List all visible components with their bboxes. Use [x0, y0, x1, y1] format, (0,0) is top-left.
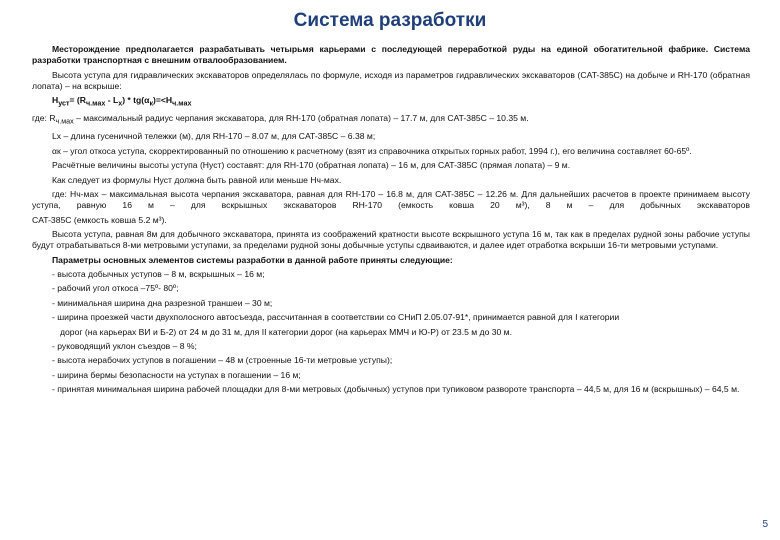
paragraph-formula-note: Как следует из формулы Нуст должна быть равной или меньше Нч-мах. [52, 174, 342, 185]
document-body [32, 44, 750, 398]
paragraph-slope-angle: αк – угол откоса уступа, скорректированный по отношению к расчетному (взят из справочника открытых горных работ, 1994 г.), его величина составляет 60-65º. [52, 145, 692, 156]
list-item: - руководящий уклон съездов – 8 %; [52, 340, 197, 351]
list-item: - рабочий угол откоса –75º- 80º; [52, 283, 179, 294]
list-item: - ширина бермы безопасности на уступах в погашении – 16 м; [52, 369, 301, 380]
paragraph-max-height-cont: CAT-385C (емкость ковша 5.2 м³). [32, 214, 167, 225]
paragraph-calculated-heights: Расчётные величины высоты уступа (Нуст) составят: для RH-170 (обратная лопата) – 16 м, для CAT-385C (прямая лопата) – 9 м. [52, 160, 571, 171]
formula [32, 95, 750, 110]
formula-h: Н [52, 95, 59, 106]
formula-l-sub: х [118, 99, 123, 108]
paragraph-mining-bench: Высота уступа, равная 8м для добычного экскаватора, принята из соображений кратности высоте вскрышного уступа 16 м, так как в пределах рудной зоны рабочие уступы будут отрабатываться 8-ми метровыми уступами, за пределами рудной зоны добычные уступы сдваиваются, и далее идет отработка вскрыши 16-ти метровыми уступами. [32, 228, 750, 251]
formula-r-sub: ч.мах [86, 99, 106, 108]
radius-text: – максимальный радиус черпания экскаватора, для RH-170 (обратная лопата) – 17.7 м, для CAT-385C – 10.35 м. [73, 113, 529, 124]
list-item: - высота добычных уступов – 8 м, вскрышных – 16 м; [52, 268, 265, 279]
list-item: дорог (на карьерах ВИ и Б-2) от 24 м до 31 м, для II категории дорог (на карьерах ММЧ и Ю-Р) от 23.5 м до 30 м. [60, 326, 512, 337]
list-item: - принятая минимальная ширина рабочей площадки для 8-ми метровых (добычных) уступов при тупиковом развороте транспорта – 44,5 м, для 16 м (вскрышных) – 64,5 м. [52, 384, 740, 395]
paragraph-intro: Месторождение предполагается разрабатывать четырьмя карьерами с последующей переработкой руды на единой обогатительной фабрике. Система разработки транспортная с внешним отвалообразованием. [32, 44, 750, 66]
formula-part: = (R [69, 95, 86, 106]
section-heading: Параметры основных элементов системы разработки в данной работе приняты следующие: [52, 254, 453, 265]
list-item: - минимальная ширина дна разрезной траншеи – 30 м; [52, 297, 273, 308]
formula-h-sub: уст [58, 99, 70, 108]
formula-n-sub: ч.мах [172, 99, 192, 108]
formula-a-sub: к [149, 99, 154, 108]
formula-part: - L [105, 95, 119, 106]
formula-part: )=<Н [153, 95, 173, 106]
list-item: - ширина проезжей части двухполосного автосъезда, рассчитанная в соответствии со СНиП 2.05.07-91*, принимается равной для I категории [52, 312, 620, 323]
paragraph-track-length: Lх – длина гусеничной тележки (м), для RH-170 – 8.07 м, для CAT-385C – 6.38 м; [52, 131, 376, 142]
page-number: 5 [762, 519, 768, 530]
formula-part: ) * tg(α [122, 95, 150, 106]
paragraph-radius [32, 113, 750, 128]
paragraph-max-height: где: Нч-мах – максимальная высота черпания экскаватора, равная для RH-170 – 16.8 м, для CAT-385C – 12.26 м. Для дальнейших расчетов в проекте принимаем высоту уступа, равную 16 м – для вскрышных экскаваторов RH-170 (емкость ковша 20 м³), 8 м – для добычных экскаваторов [32, 188, 750, 211]
list-item: - высота нерабочих уступов в погашении – 48 м (строенные 16-ти метровые уступы); [52, 355, 393, 366]
paragraph-bench-height: Высота уступа для гидравлических экскаваторов определялась по формуле, исходя из параметров гидравлических экскаваторов (CAT-385C) на добыче и RH-170 (обратная лопата) – на вскрыше: [32, 69, 750, 91]
radius-sub: ч.мах [55, 118, 74, 127]
radius-label: где: R [32, 113, 56, 124]
page-title: Система разработки [293, 10, 487, 31]
